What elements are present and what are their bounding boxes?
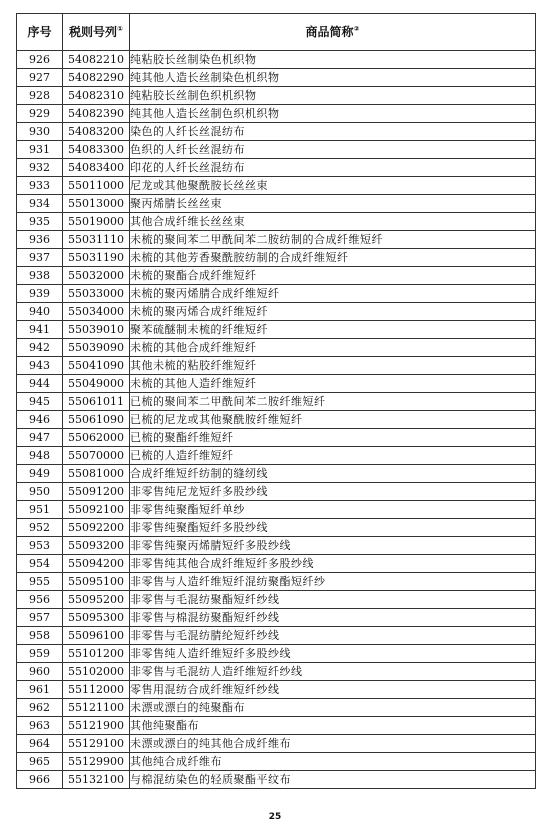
row-name-cell: 已梳的人造纤维短纤 — [130, 447, 536, 465]
row-name-cell: 聚丙烯腈长丝丝束 — [130, 195, 536, 213]
row-seq-cell: 935 — [17, 213, 63, 231]
row-name-cell: 未梳的聚丙烯腈合成纤维短纤 — [130, 285, 536, 303]
row-name-cell: 非零售与毛混纺人造纤维短纤纱线 — [130, 663, 536, 681]
row-seq-cell: 942 — [17, 339, 63, 357]
row-code-cell: 55093200 — [63, 537, 130, 555]
row-seq-cell: 929 — [17, 105, 63, 123]
table-row — [17, 177, 536, 195]
table-row — [17, 285, 536, 303]
table-body — [17, 51, 536, 789]
table-row — [17, 213, 536, 231]
row-seq-cell: 961 — [17, 681, 63, 699]
row-code-cell: 55096100 — [63, 627, 130, 645]
row-name-cell: 其他纯合成纤维布 — [130, 753, 536, 771]
row-code-cell: 55095200 — [63, 591, 130, 609]
table-row — [17, 123, 536, 141]
row-name-cell: 非零售与棉混纺聚酯短纤纱线 — [130, 609, 536, 627]
row-name-cell: 纯其他人造长丝制染色机织物 — [130, 69, 536, 87]
row-code-cell: 54083200 — [63, 123, 130, 141]
row-seq-cell: 957 — [17, 609, 63, 627]
row-name-cell: 非零售与毛混纺腈纶短纤纱线 — [130, 627, 536, 645]
row-seq-cell: 926 — [17, 51, 63, 69]
row-seq-cell: 947 — [17, 429, 63, 447]
row-seq-cell: 964 — [17, 735, 63, 753]
table-row — [17, 627, 536, 645]
row-code-cell: 54082390 — [63, 105, 130, 123]
row-code-cell: 55094200 — [63, 555, 130, 573]
row-code-cell: 55092200 — [63, 519, 130, 537]
table-row — [17, 339, 536, 357]
row-name-cell: 非零售与毛混纺聚酯短纤纱线 — [130, 591, 536, 609]
table-row — [17, 375, 536, 393]
row-name-cell: 未梳的聚酯合成纤维短纤 — [130, 267, 536, 285]
row-seq-cell: 960 — [17, 663, 63, 681]
page-number: 25 — [268, 812, 282, 822]
table-row — [17, 159, 536, 177]
row-name-cell: 非零售纯聚丙烯腈短纤多股纱线 — [130, 537, 536, 555]
row-name-cell: 非零售与人造纤维短纤混纺聚酯短纤纱 — [130, 573, 536, 591]
row-code-cell: 55013000 — [63, 195, 130, 213]
table-row — [17, 393, 536, 411]
table-header — [17, 14, 536, 51]
row-name-cell: 与棉混纺染色的轻质聚酯平纹布 — [130, 771, 536, 789]
row-name-cell: 其他纯聚酯布 — [130, 717, 536, 735]
row-code-cell: 55112000 — [63, 681, 130, 699]
row-seq-cell: 936 — [17, 231, 63, 249]
row-code-cell: 55132100 — [63, 771, 130, 789]
row-seq-cell: 959 — [17, 645, 63, 663]
table-row — [17, 303, 536, 321]
row-code-cell: 55031110 — [63, 231, 130, 249]
row-seq-cell: 958 — [17, 627, 63, 645]
row-code-cell: 55033000 — [63, 285, 130, 303]
row-name-cell: 未梳的聚丙烯合成纤维短纤 — [130, 303, 536, 321]
row-code-cell: 54083400 — [63, 159, 130, 177]
row-code-cell: 54082210 — [63, 51, 130, 69]
row-code-cell: 55061011 — [63, 393, 130, 411]
row-seq-cell: 930 — [17, 123, 63, 141]
row-seq-cell: 962 — [17, 699, 63, 717]
table-row — [17, 537, 536, 555]
row-seq-cell: 965 — [17, 753, 63, 771]
row-seq-cell: 932 — [17, 159, 63, 177]
row-name-cell: 非零售纯其他合成纤维短纤多股纱线 — [130, 555, 536, 573]
table-row — [17, 699, 536, 717]
footnote-mark: ② — [353, 24, 360, 33]
table-row — [17, 555, 536, 573]
table-row — [17, 141, 536, 159]
table-row — [17, 735, 536, 753]
table-row — [17, 87, 536, 105]
row-seq-cell: 954 — [17, 555, 63, 573]
header-code — [63, 14, 130, 51]
row-seq-cell: 931 — [17, 141, 63, 159]
row-seq-cell: 933 — [17, 177, 63, 195]
row-name-cell: 非零售纯人造纤维短纤多股纱线 — [130, 645, 536, 663]
header-name-label: 商品简称 — [305, 24, 354, 39]
row-name-cell: 已梳的聚间苯二甲酰间苯二胺纤维短纤 — [130, 393, 536, 411]
table-row — [17, 357, 536, 375]
row-name-cell: 染色的人纤长丝混纺布 — [130, 123, 536, 141]
row-code-cell: 54082310 — [63, 87, 130, 105]
row-name-cell: 非零售纯聚酯短纤多股纱线 — [130, 519, 536, 537]
table-row — [17, 267, 536, 285]
footnote-mark: ① — [117, 24, 123, 33]
row-name-cell: 已梳的尼龙或其他聚酰胺纤维短纤 — [130, 411, 536, 429]
table-row — [17, 105, 536, 123]
row-seq-cell: 934 — [17, 195, 63, 213]
table-row — [17, 231, 536, 249]
table-row — [17, 753, 536, 771]
row-seq-cell: 950 — [17, 483, 63, 501]
row-code-cell: 55101200 — [63, 645, 130, 663]
table-row — [17, 249, 536, 267]
row-name-cell: 未漂或漂白的纯其他合成纤维布 — [130, 735, 536, 753]
row-code-cell: 55034000 — [63, 303, 130, 321]
row-code-cell: 55039090 — [63, 339, 130, 357]
row-name-cell: 其他未梳的粘胶纤维短纤 — [130, 357, 536, 375]
row-seq-cell: 953 — [17, 537, 63, 555]
row-code-cell: 55092100 — [63, 501, 130, 519]
row-seq-cell: 966 — [17, 771, 63, 789]
table-row — [17, 483, 536, 501]
row-name-cell: 色织的人纤长丝混纺布 — [130, 141, 536, 159]
table-row — [17, 609, 536, 627]
row-seq-cell: 956 — [17, 591, 63, 609]
row-seq-cell: 938 — [17, 267, 63, 285]
row-name-cell: 未梳的其他人造纤维短纤 — [130, 375, 536, 393]
row-code-cell: 55121900 — [63, 717, 130, 735]
row-name-cell: 合成纤维短纤纺制的缝纫线 — [130, 465, 536, 483]
row-seq-cell: 952 — [17, 519, 63, 537]
tariff-table — [16, 13, 536, 789]
row-seq-cell: 940 — [17, 303, 63, 321]
row-seq-cell: 937 — [17, 249, 63, 267]
row-code-cell: 55062000 — [63, 429, 130, 447]
row-code-cell: 55095300 — [63, 609, 130, 627]
row-code-cell: 55102000 — [63, 663, 130, 681]
row-code-cell: 55049000 — [63, 375, 130, 393]
row-code-cell: 55095100 — [63, 573, 130, 591]
row-seq-cell: 946 — [17, 411, 63, 429]
row-name-cell: 纯粘胶长丝制色织机织物 — [130, 87, 536, 105]
table-row — [17, 771, 536, 789]
row-code-cell: 55011000 — [63, 177, 130, 195]
row-code-cell: 55129100 — [63, 735, 130, 753]
row-name-cell: 纯粘胶长丝制染色机织物 — [130, 51, 536, 69]
table-row — [17, 51, 536, 69]
row-seq-cell: 963 — [17, 717, 63, 735]
row-seq-cell: 951 — [17, 501, 63, 519]
table-row — [17, 69, 536, 87]
table-row — [17, 501, 536, 519]
row-name-cell: 纯其他人造长丝制色织机织物 — [130, 105, 536, 123]
row-code-cell: 55091200 — [63, 483, 130, 501]
row-seq-cell: 943 — [17, 357, 63, 375]
table-row — [17, 195, 536, 213]
table-row — [17, 411, 536, 429]
header-name — [130, 14, 536, 51]
row-code-cell: 55129900 — [63, 753, 130, 771]
row-name-cell: 非零售纯聚酯短纤单纱 — [130, 501, 536, 519]
row-name-cell: 未梳的其他芳香聚酰胺纺制的合成纤维短纤 — [130, 249, 536, 267]
table-row — [17, 429, 536, 447]
row-code-cell: 55081000 — [63, 465, 130, 483]
row-code-cell: 55061090 — [63, 411, 130, 429]
row-name-cell: 非零售纯尼龙短纤多股纱线 — [130, 483, 536, 501]
row-name-cell: 其他合成纤维长丝丝束 — [130, 213, 536, 231]
table-row — [17, 645, 536, 663]
row-seq-cell: 948 — [17, 447, 63, 465]
row-name-cell: 未漂或漂白的纯聚酯布 — [130, 699, 536, 717]
table-row — [17, 519, 536, 537]
row-seq-cell: 941 — [17, 321, 63, 339]
table-row — [17, 717, 536, 735]
row-name-cell: 尼龙或其他聚酰胺长丝丝束 — [130, 177, 536, 195]
header-code-label: 税则号列 — [69, 24, 118, 39]
row-seq-cell: 944 — [17, 375, 63, 393]
row-name-cell: 印花的人纤长丝混纺布 — [130, 159, 536, 177]
row-seq-cell: 927 — [17, 69, 63, 87]
table-row — [17, 663, 536, 681]
row-code-cell: 55121100 — [63, 699, 130, 717]
row-code-cell: 55039010 — [63, 321, 130, 339]
row-code-cell: 54082290 — [63, 69, 130, 87]
row-name-cell: 零售用混纺合成纤维短纤纱线 — [130, 681, 536, 699]
row-name-cell: 未梳的其他合成纤维短纤 — [130, 339, 536, 357]
row-seq-cell: 949 — [17, 465, 63, 483]
table-row — [17, 465, 536, 483]
row-code-cell: 55041090 — [63, 357, 130, 375]
row-seq-cell: 928 — [17, 87, 63, 105]
header-seq — [17, 14, 63, 51]
table-row — [17, 447, 536, 465]
row-name-cell: 聚苯硫醚制未梳的纤维短纤 — [130, 321, 536, 339]
table-row — [17, 591, 536, 609]
table-row — [17, 321, 536, 339]
table-row — [17, 573, 536, 591]
row-code-cell: 55019000 — [63, 213, 130, 231]
row-name-cell: 已梳的聚酯纤维短纤 — [130, 429, 536, 447]
row-seq-cell: 939 — [17, 285, 63, 303]
row-name-cell: 未梳的聚间苯二甲酰间苯二胺纺制的合成纤维短纤 — [130, 231, 536, 249]
header-seq-label: 序号 — [27, 24, 52, 39]
table-row — [17, 681, 536, 699]
row-code-cell: 55031190 — [63, 249, 130, 267]
row-code-cell: 54083300 — [63, 141, 130, 159]
row-code-cell: 55032000 — [63, 267, 130, 285]
row-seq-cell: 955 — [17, 573, 63, 591]
row-code-cell: 55070000 — [63, 447, 130, 465]
row-seq-cell: 945 — [17, 393, 63, 411]
